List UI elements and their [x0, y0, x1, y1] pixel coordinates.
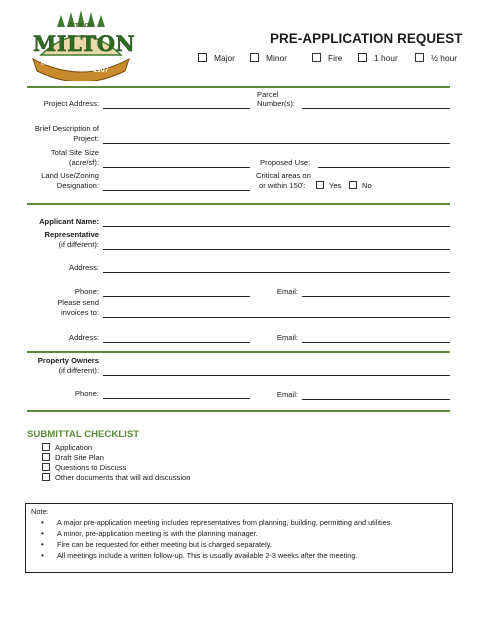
checkbox-icon[interactable] — [312, 53, 321, 62]
page-title: PRE-APPLICATION REQUEST — [270, 31, 463, 46]
checkbox-icon[interactable] — [42, 473, 50, 481]
checkbox-icon[interactable] — [198, 53, 207, 62]
applicant-email-label: Email: — [276, 287, 298, 296]
owners-email-label: Email: — [276, 390, 298, 399]
critical-no-label: No — [362, 181, 372, 190]
meeting-option-half-hour[interactable] — [415, 53, 457, 63]
land-use-label-2: Designation: — [56, 181, 99, 190]
critical-areas-label-1: Critical areas on — [256, 171, 311, 180]
proposed-use-label: Proposed Use: — [260, 158, 311, 167]
checkbox-icon[interactable] — [349, 181, 357, 189]
city-logo — [27, 7, 135, 81]
applicant-name-field[interactable] — [103, 226, 450, 227]
section-divider — [27, 203, 450, 205]
checkbox-icon[interactable] — [358, 53, 367, 62]
section-divider — [27, 351, 450, 353]
property-owners-label-1: Property Owners — [37, 356, 99, 365]
section-divider — [27, 410, 450, 412]
invoice-email-field[interactable] — [302, 342, 450, 343]
critical-areas-label-2: or within 150': — [259, 181, 306, 190]
invoice-address-field[interactable] — [103, 342, 250, 343]
critical-yes-option[interactable] — [316, 181, 341, 190]
applicant-phone-label: Phone: — [74, 287, 99, 296]
checkbox-icon[interactable] — [42, 443, 50, 451]
brief-description-field[interactable] — [103, 143, 450, 144]
section-divider — [27, 86, 450, 88]
note-item: • A major pre-application meeting includes representatives from planning, building, permitting and utilities. — [26, 517, 392, 528]
note-list — [26, 517, 392, 561]
checklist-item-label: Application — [55, 443, 93, 452]
checkbox-icon[interactable] — [250, 53, 259, 62]
checkbox-icon[interactable] — [42, 453, 50, 461]
brief-description-label-2: Project: — [73, 134, 99, 143]
land-use-field[interactable] — [103, 190, 250, 191]
site-size-label-1: Total Site Size — [50, 148, 99, 157]
representative-label-1: Representative — [44, 230, 99, 239]
property-owners-label-2: (if different): — [58, 366, 99, 375]
applicant-email-field[interactable] — [302, 296, 450, 297]
meeting-option-fire[interactable] — [312, 53, 342, 63]
invoice-field[interactable] — [103, 317, 450, 318]
applicant-phone-field[interactable] — [103, 296, 250, 297]
project-address-field[interactable] — [103, 108, 250, 109]
owners-phone-field[interactable] — [103, 398, 250, 399]
applicant-name-label: Applicant Name: — [39, 217, 99, 226]
logo-year: 1907 — [93, 67, 109, 74]
meeting-option-label: Fire — [328, 53, 343, 63]
applicant-address-label: Address: — [69, 263, 99, 272]
parcel-label-1: Parcel — [257, 90, 279, 99]
note-title: Note: — [31, 507, 49, 516]
project-address-label: Project Address: — [43, 99, 99, 108]
meeting-option-label: 1 hour — [374, 53, 398, 63]
parcel-label-2: Number(s): — [257, 99, 295, 108]
representative-field[interactable] — [103, 249, 450, 250]
checkbox-icon[interactable] — [415, 53, 424, 62]
checklist-item[interactable] — [42, 443, 92, 452]
checkbox-icon[interactable] — [42, 463, 50, 471]
checklist-item-label: Draft Site Plan — [55, 453, 104, 462]
checklist-item[interactable] — [42, 453, 104, 462]
logo-banner-text: INCORPORATED — [41, 60, 96, 67]
brief-description-label-1: Brief Description of — [34, 124, 99, 133]
invoice-email-label: Email: — [276, 333, 298, 342]
logo-city-of: CITY OF — [69, 23, 93, 29]
parcel-number-field[interactable] — [302, 108, 450, 109]
representative-label-2: (if different): — [58, 240, 99, 249]
invoice-label-2: invoices to: — [61, 308, 99, 317]
meeting-option-major[interactable] — [198, 53, 235, 63]
checklist-item[interactable] — [42, 473, 191, 482]
owners-phone-label: Phone: — [74, 389, 99, 398]
checklist-title: SUBMITTAL CHECKLIST — [27, 429, 140, 440]
note-box — [25, 503, 453, 573]
meeting-option-label: Major — [214, 53, 235, 63]
meeting-option-minor[interactable] — [250, 53, 287, 63]
note-item: • A minor, pre-application meeting is with the planning manager. — [26, 528, 392, 539]
meeting-option-1-hour[interactable] — [358, 53, 398, 63]
site-size-field[interactable] — [103, 167, 250, 168]
meeting-option-label: Minor — [266, 53, 287, 63]
property-owners-field[interactable] — [103, 375, 450, 376]
critical-yes-label: Yes — [329, 181, 342, 190]
checklist-item-label: Questions to Discuss — [55, 463, 127, 472]
note-item: • All meetings include a written follow-up. This is usually available 2-3 weeks after the meeting. — [26, 550, 392, 561]
critical-no-option[interactable] — [349, 181, 372, 190]
site-size-label-2: (acre/sf): — [69, 158, 99, 167]
note-item: • Fire can be requested for either meeting but is charged separately. — [26, 539, 392, 550]
checklist-item[interactable] — [42, 463, 126, 472]
logo-name: MILTON — [33, 31, 136, 56]
invoice-address-label: Address: — [69, 333, 99, 342]
owners-email-field[interactable] — [302, 399, 450, 400]
applicant-address-field[interactable] — [103, 272, 450, 273]
land-use-label-1: Land Use/Zoning — [41, 171, 99, 180]
proposed-use-field[interactable] — [318, 167, 450, 168]
meeting-option-label: ½ hour — [431, 53, 458, 63]
invoice-label-1: Please send — [57, 298, 99, 307]
checklist-item-label: Other documents that will aid discussion — [55, 473, 191, 482]
checkbox-icon[interactable] — [316, 181, 324, 189]
